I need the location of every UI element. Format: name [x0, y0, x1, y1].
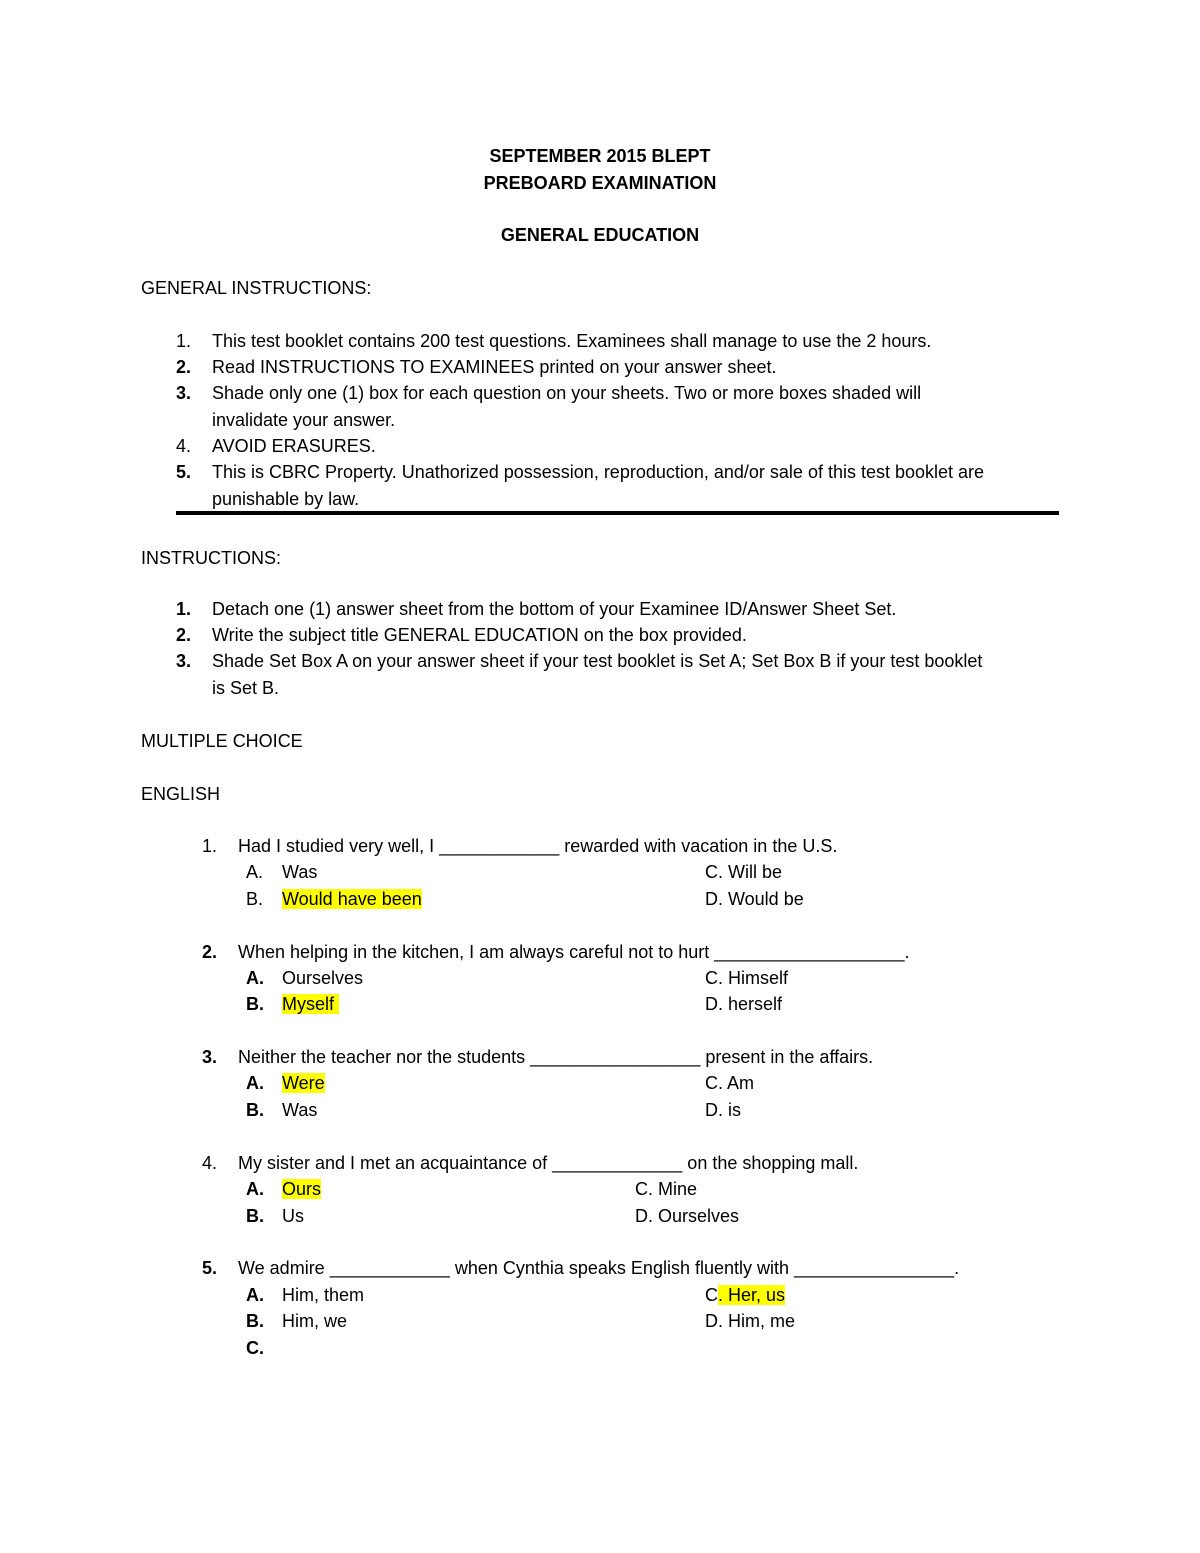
q4-d-option: D. Ourselves	[635, 1206, 740, 1226]
q3-a-label: A.	[246, 1073, 264, 1093]
q1-d-option: D. Would be	[705, 889, 804, 909]
gi-num-1: 1.	[176, 331, 192, 351]
q2-a-text: Ourselves	[282, 968, 364, 988]
gi-text-5b: punishable by law.	[212, 489, 360, 509]
q3-b-label: B.	[246, 1100, 264, 1120]
q1-number: 1.	[202, 836, 218, 856]
q2-a-label: A.	[246, 968, 264, 988]
q1-a-text: Was	[282, 862, 318, 882]
q3-d-option: D. is	[705, 1100, 741, 1120]
gi-num-5: 5.	[176, 462, 192, 482]
gi-text-4: AVOID ERASURES.	[212, 436, 376, 456]
gi-num-4: 4.	[176, 436, 192, 456]
q3-text: Neither the teacher nor the students _________________ present in the affairs.	[238, 1047, 874, 1067]
ins-text-3b: is Set B.	[212, 678, 280, 698]
gi-num-3: 3.	[176, 383, 192, 403]
answer-highlight: Were	[282, 1073, 325, 1093]
ins-num-3: 3.	[176, 651, 192, 671]
q3-a-text-answer	[282, 1070, 325, 1096]
q2-b-text-answer	[282, 991, 339, 1017]
q5-a-text: Him, them	[282, 1285, 365, 1305]
q5-a-label: A.	[246, 1285, 264, 1305]
answer-highlight: . Her, us	[718, 1285, 786, 1305]
ins-text-1: Detach one (1) answer sheet from the bottom of your Examinee ID/Answer Sheet Set.	[212, 599, 897, 619]
q5-b-text: Him, we	[282, 1311, 348, 1331]
q5-b-label: B.	[246, 1311, 264, 1331]
answer-highlight: Would have been	[282, 889, 422, 909]
gi-num-2: 2.	[176, 357, 192, 377]
q5-number: 5.	[202, 1258, 218, 1278]
title-line-1: SEPTEMBER 2015 BLEPT	[489, 146, 711, 166]
q3-number: 3.	[202, 1047, 218, 1067]
q5-c-prefix: C	[705, 1285, 718, 1305]
instructions-heading: INSTRUCTIONS:	[141, 548, 282, 568]
gi-text-3b: invalidate your answer.	[212, 410, 396, 430]
q5-text: We admire ____________ when Cynthia speaks English fluently with ________________.	[238, 1258, 960, 1278]
answer-highlight: Ours	[282, 1179, 322, 1199]
q3-b-text: Was	[282, 1100, 318, 1120]
horizontal-divider	[176, 511, 1059, 515]
q5-extra-label: C.	[246, 1338, 264, 1358]
q4-b-label: B.	[246, 1206, 264, 1226]
q2-b-label: B.	[246, 994, 264, 1014]
gi-text-1: This test booklet contains 200 test questions. Examinees shall manage to use the 2 hours.	[212, 331, 932, 351]
q1-text: Had I studied very well, I ____________ rewarded with vacation in the U.S.	[238, 836, 838, 856]
title-line-2: PREBOARD EXAMINATION	[483, 173, 717, 193]
q1-c-option: C. Will be	[705, 862, 783, 882]
gi-text-2: Read INSTRUCTIONS TO EXAMINEES printed on your answer sheet.	[212, 357, 777, 377]
q2-text: When helping in the kitchen, I am always careful not to hurt ___________________.	[238, 942, 910, 962]
gi-text-3a: Shade only one (1) box for each question on your sheets. Two or more boxes shaded will	[212, 383, 922, 403]
q4-number: 4.	[202, 1153, 218, 1173]
q1-b-text-answer	[282, 886, 422, 912]
section-english: ENGLISH	[141, 784, 221, 804]
q4-a-label: A.	[246, 1179, 264, 1199]
q4-c-option: C. Mine	[635, 1179, 698, 1199]
q3-c-option: C. Am	[705, 1073, 755, 1093]
subject-title: GENERAL EDUCATION	[500, 225, 700, 245]
q5-d-option: D. Him, me	[705, 1311, 795, 1331]
gi-text-5a: This is CBRC Property. Unathorized possession, reproduction, and/or sale of this test booklet are	[212, 462, 985, 482]
answer-highlight: Myself	[282, 994, 340, 1014]
ins-num-1: 1.	[176, 599, 192, 619]
ins-text-3a: Shade Set Box A on your answer sheet if your test booklet is Set A; Set Box B if your test booklet	[212, 651, 983, 671]
q4-a-text-answer	[282, 1176, 321, 1202]
ins-num-2: 2.	[176, 625, 192, 645]
q4-b-text: Us	[282, 1206, 304, 1226]
q1-a-label: A.	[246, 862, 264, 882]
q2-number: 2.	[202, 942, 218, 962]
section-multiple-choice: MULTIPLE CHOICE	[141, 731, 303, 751]
general-instructions-heading: GENERAL INSTRUCTIONS:	[141, 278, 372, 298]
q2-c-option: C. Himself	[705, 968, 789, 988]
q1-b-label: B.	[246, 889, 264, 909]
q2-d-option: D. herself	[705, 994, 783, 1014]
q5-c-option	[705, 1282, 785, 1308]
ins-text-2: Write the subject title GENERAL EDUCATION on the box provided.	[212, 625, 747, 645]
q4-text: My sister and I met an acquaintance of _____________ on the shopping mall.	[238, 1153, 859, 1173]
